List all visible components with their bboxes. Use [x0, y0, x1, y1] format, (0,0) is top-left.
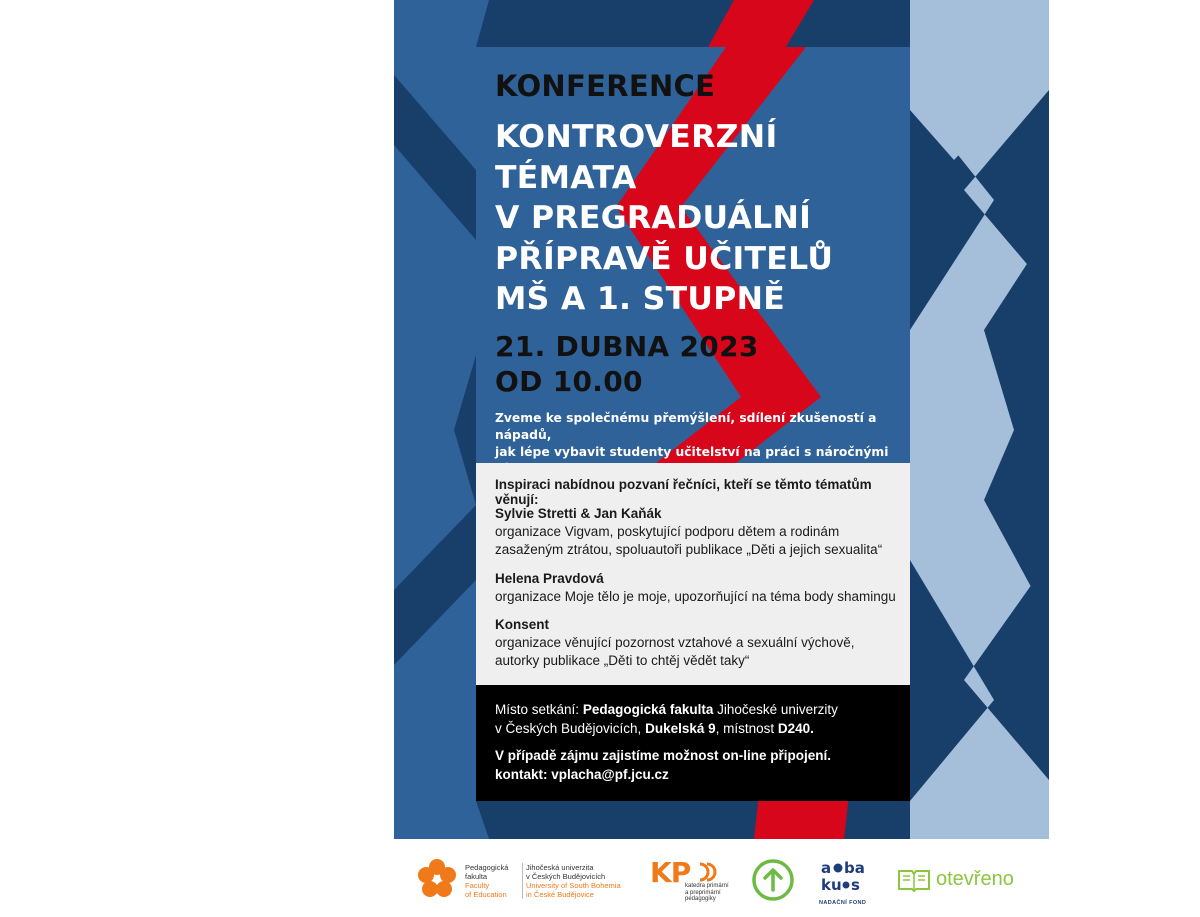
- svg-text:ba: ba: [844, 859, 865, 877]
- content-panel: [476, 47, 910, 801]
- jcu-logo-line: University of South Bohemia: [526, 881, 621, 890]
- venue-line-1: [495, 700, 905, 719]
- jcu-logo-text: [522, 863, 646, 899]
- speaker-name: Konsent: [495, 617, 549, 632]
- speakers-heading: Inspiraci nabídnou pozvaní řečníci, kteří se těmto tématům věnují:: [495, 477, 872, 507]
- kpp-logo-text: [685, 883, 729, 903]
- pf-logo-text: [465, 863, 508, 899]
- open-book-icon: [897, 867, 931, 893]
- title-line: KONTROVERZNÍ: [495, 119, 778, 155]
- venue-label: Místo setkání:: [495, 702, 580, 717]
- svg-text:ku: ku: [821, 876, 842, 894]
- event-date-time: [495, 329, 759, 399]
- speaker-entry: [495, 505, 905, 559]
- speaker-name: Sylvie Stretti & Jan Kaňák: [495, 506, 662, 521]
- event-date: 21. DUBNA 2023: [495, 330, 759, 363]
- intro-line: jak lépe vybavit studenty učitelství na práci s náročnými: [495, 445, 889, 459]
- pf-logo-line: fakulta: [465, 872, 488, 881]
- kpp-logo-mark: KP: [650, 856, 691, 889]
- title-line: MŠ A 1. STUPNĚ: [495, 281, 786, 317]
- jcu-logo-line: Jihočeská univerzita: [526, 863, 594, 872]
- speaker-description: organizace věnující pozornost vztahové a sexuální výchově,: [495, 635, 855, 650]
- speaker-description: organizace Moje tělo je moje, upozorňující na téma body shamingu: [495, 589, 896, 604]
- conference-title: [495, 117, 905, 320]
- kpp-logo-line: katedra primární: [685, 883, 729, 889]
- pf-logo-line: Faculty: [465, 881, 490, 890]
- venue-panel: [476, 685, 910, 801]
- venue-faculty: Pedagogická fakulta: [582, 702, 714, 717]
- speaker-name: Helena Pravdová: [495, 571, 604, 586]
- speaker-description: zasaženým ztrátou, spoluautoři publikace „Děti a jejich sexualita“: [495, 542, 883, 557]
- venue-info: [495, 700, 905, 738]
- title-line: PŘÍPRAVĚ UČITELŮ: [495, 240, 834, 277]
- speaker-entry: [495, 616, 905, 670]
- svg-text:a: a: [821, 859, 832, 877]
- title-line: V PREGRADUÁLNÍ: [495, 200, 812, 236]
- header-panel: [476, 47, 910, 463]
- contact-label: kontakt:: [495, 767, 548, 782]
- contact-info: [495, 746, 905, 784]
- venue-university: Jihočeské univerzity: [717, 702, 838, 717]
- otevreno-logo-text: otevřeno: [936, 868, 1014, 890]
- venue-room: D240.: [777, 721, 814, 736]
- contact-line: [495, 765, 905, 784]
- title-line: TÉMATA: [495, 159, 637, 196]
- abakus-logo-subtitle: NADAČNÍ FOND: [819, 900, 867, 906]
- venue-address: Dukelská 9: [645, 721, 716, 736]
- jcu-logo-line: v Českých Budějovicích: [526, 872, 606, 881]
- speaker-description: organizace Vigvam, poskytující podporu dětem a rodinám: [495, 524, 840, 539]
- contact-email[interactable]: vplacha@pf.jcu.cz: [551, 767, 669, 782]
- abakus-logo-icon: [821, 857, 869, 901]
- speakers-panel: [476, 463, 910, 685]
- flower-icon: [416, 858, 458, 900]
- kpp-logo-line: a preprimární: [685, 889, 721, 896]
- intro-line: Zveme ke společnému přemýšlení, sdílení zkušeností a nápadů,: [495, 411, 877, 442]
- up-arrow-circle-icon: [751, 858, 795, 902]
- venue-room-label: , místnost: [715, 721, 775, 736]
- kpp-arcs-icon: [696, 861, 718, 883]
- partner-logos-strip: [394, 839, 1049, 917]
- venue-city: v Českých Budějovicích,: [495, 721, 642, 736]
- kpp-logo-line: pedagogiky: [685, 896, 716, 902]
- venue-line-2: [495, 719, 905, 738]
- event-time: OD 10.00: [495, 365, 643, 398]
- event-type-label: KONFERENCE: [495, 69, 716, 103]
- pf-logo-line: Pedagogická: [465, 863, 509, 872]
- conference-poster: [394, 0, 1049, 839]
- speaker-description: autorky publikace „Děti to chtěj vědět taky“: [495, 653, 750, 668]
- speaker-entry: [495, 570, 905, 606]
- svg-text:s: s: [851, 876, 860, 894]
- pf-logo-line: of Education: [465, 890, 507, 899]
- jcu-logo-line: in České Budějovice: [526, 890, 594, 899]
- online-note: V případě zájmu zajistíme možnost on-line připojení.: [495, 748, 832, 763]
